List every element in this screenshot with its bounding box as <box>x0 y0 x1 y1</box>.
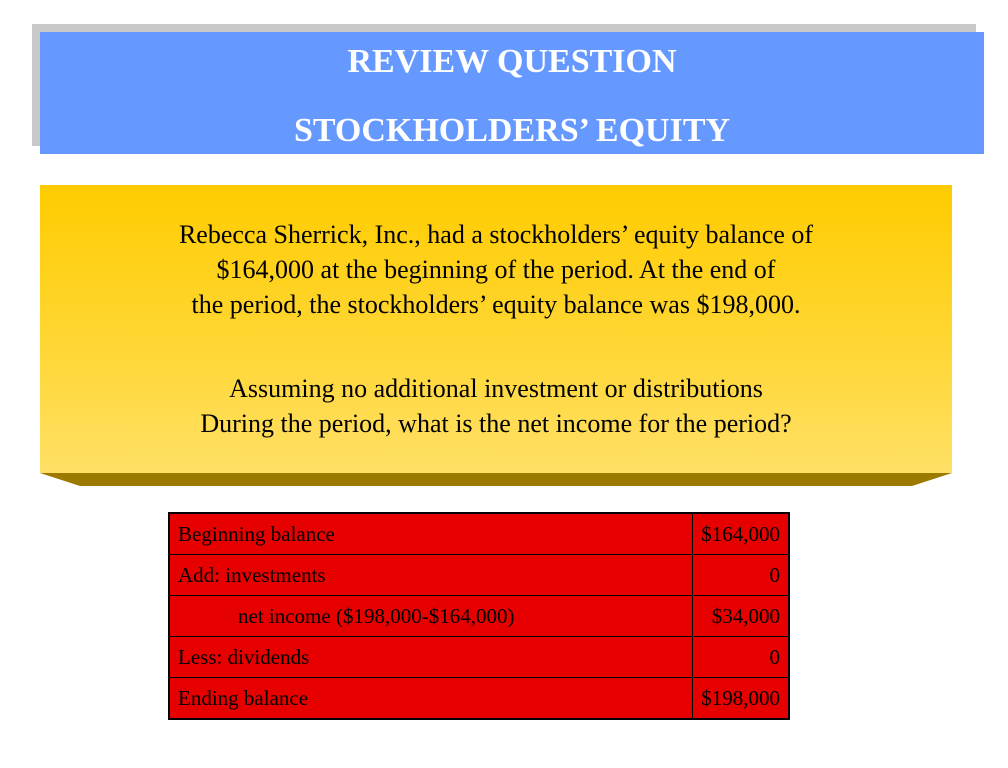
table-row <box>169 555 789 596</box>
row-label: Beginning balance <box>169 513 693 555</box>
table-row <box>169 513 789 555</box>
question-paragraph-2 <box>40 371 952 441</box>
row-amount: $34,000 <box>693 596 789 637</box>
row-label: Add: investments <box>169 555 693 596</box>
question-line: Rebecca Sherrick, Inc., had a stockholders’ equity balance of <box>178 220 814 249</box>
row-amount: 0 <box>693 555 789 596</box>
equity-reconciliation-table <box>168 512 790 720</box>
row-label: Less: dividends <box>169 637 693 678</box>
slide-subtitle: STOCKHOLDERS’ EQUITY <box>293 112 731 149</box>
question-line: During the period, what is the net income for the period? <box>200 409 792 438</box>
table-row <box>169 637 789 678</box>
row-amount: 0 <box>693 637 789 678</box>
table-row <box>169 678 789 720</box>
question-box <box>40 185 952 473</box>
row-amount: $164,000 <box>693 513 789 555</box>
row-amount: $198,000 <box>693 678 789 720</box>
row-label: Ending balance <box>169 678 693 720</box>
table-row <box>169 596 789 637</box>
question-paragraph-1 <box>40 217 952 322</box>
slide-title: REVIEW QUESTION <box>347 43 677 80</box>
question-line: Assuming no additional investment or distributions <box>229 374 763 403</box>
title-banner <box>40 32 984 154</box>
row-label: net income ($198,000-$164,000) <box>169 596 693 637</box>
question-box-bevel <box>40 473 952 486</box>
question-line: the period, the stockholders’ equity balance was $198,000. <box>191 290 801 319</box>
question-line: $164,000 at the beginning of the period. At the end of <box>216 255 776 284</box>
